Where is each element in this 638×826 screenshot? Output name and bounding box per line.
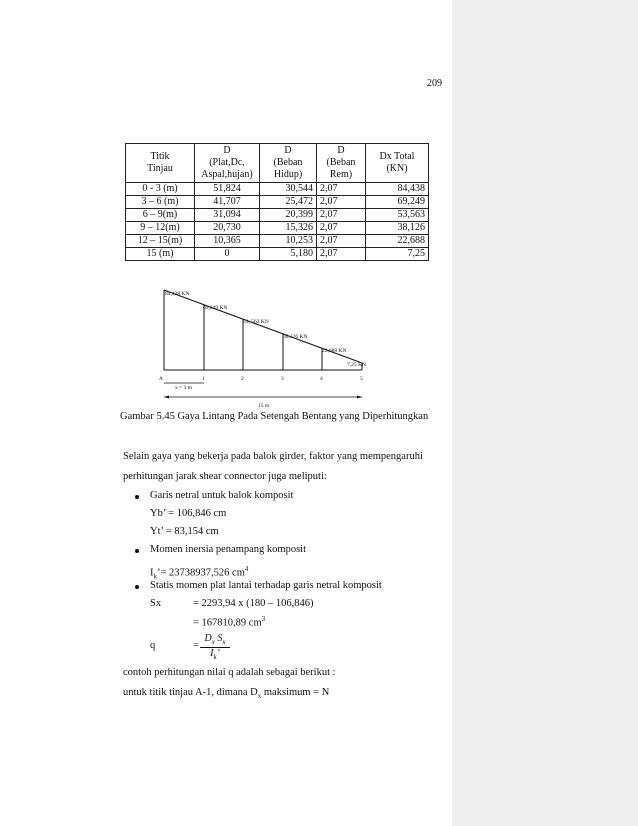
cell-rem: 2,07 (317, 209, 366, 222)
table-row (126, 196, 429, 209)
formula-q-fraction (200, 633, 230, 661)
cell-total: 7,25 (366, 248, 429, 261)
cell-hidup: 30,544 (260, 183, 317, 196)
cell-rem: 2,07 (317, 222, 366, 235)
point-label-5: 5 (360, 376, 363, 382)
table-row (126, 183, 429, 196)
span-length-label: 15 m (258, 403, 270, 409)
cell-plat: 10,365 (195, 235, 260, 248)
cell-plat: 31,094 (195, 209, 260, 222)
span-arrow-left (164, 396, 169, 399)
paragraph-contoh: contoh perhitungan nilai q adalah sebagai berikut : (123, 667, 336, 678)
formula-yt: Yt’ = 83,154 cm (150, 526, 219, 537)
label-value-5: 7,25 KN (347, 362, 366, 368)
header-d-beban-hidup: D (Beban Hidup) (260, 144, 317, 183)
table-row (126, 222, 429, 235)
formula-ik: $I_k’= 23738937,526$ $cm^4$ (150, 565, 249, 581)
cell-titik: 15 (m) (126, 248, 195, 261)
formula-sx-eq2: = 167810,89 $cm^3$ (193, 615, 266, 629)
cell-plat: 51,824 (195, 183, 260, 196)
header-dx-total: Dx Total (KN) (366, 144, 429, 183)
cell-plat: 20,730 (195, 222, 260, 235)
cell-titik: 0 - 3 (m) (126, 183, 195, 196)
cell-total: 53,563 (366, 209, 429, 222)
comment-pane (452, 0, 638, 826)
cell-titik: 3 – 6 (m) (126, 196, 195, 209)
shear-force-table-container (125, 143, 429, 261)
cell-total: 84,438 (366, 183, 429, 196)
label-value-4: 22,688 KN (322, 348, 347, 354)
cell-rem: 2,07 (317, 248, 366, 261)
formula-q-label: q (150, 640, 156, 651)
cell-total: 38,126 (366, 222, 429, 235)
cell-titik: 9 – 12(m) (126, 222, 195, 235)
span-arrow-right (357, 396, 362, 399)
formula-yb: Yb’ = 106,846 cm (150, 508, 227, 519)
paragraph-line-2: perhitungan jarak shear connector juga meliputi: (123, 471, 327, 482)
label-value-2: 53, 563 KN (243, 319, 269, 325)
label-value-1: 69,249 KN (203, 305, 228, 311)
point-label-3: 3 (281, 376, 284, 382)
header-d-beban-rem: D (Beban Rem) (317, 144, 366, 183)
cell-total: 22,688 (366, 235, 429, 248)
point-label-2: 2 (241, 376, 244, 382)
formula-sx-label: Sx (150, 598, 162, 609)
segment-length-label: x = 3 m (175, 385, 193, 391)
table-row (126, 235, 429, 248)
cell-hidup: 5,180 (260, 248, 317, 261)
cell-plat: 0 (195, 248, 260, 261)
table-row (126, 248, 429, 261)
label-value-3: 38,126 KN (283, 334, 308, 340)
cell-plat: 41,707 (195, 196, 260, 209)
point-label-4: 4 (320, 376, 323, 382)
cell-hidup: 10,253 (260, 235, 317, 248)
formula-sx-eq1: = 2293,94 x (180 – 106,846) (193, 598, 314, 609)
point-label-1: 1 (202, 376, 205, 382)
header-d-plat: D (Plat,Dc, Aspal,hujan) (195, 144, 260, 183)
cell-rem: 2,07 (317, 196, 366, 209)
cell-rem: 2,07 (317, 183, 366, 196)
cell-titik: 6 – 9(m) (126, 209, 195, 222)
cell-hidup: 20,399 (260, 209, 317, 222)
cell-hidup: 25,472 (260, 196, 317, 209)
bullet-momen-inersia: Momen inersia penampang komposit (150, 544, 307, 555)
fraction-denominator: $I_k$’ (210, 648, 220, 661)
point-label-a: A (159, 376, 163, 382)
formula-q-equals: = (193, 640, 199, 651)
header-titik-tinjau: Titik Tinjau (126, 144, 195, 183)
label-value-0: 84,438 KN (165, 291, 190, 297)
cell-hidup: 15,326 (260, 222, 317, 235)
bullet-garis-netral: Garis netral untuk balok komposit (150, 490, 294, 501)
cell-total: 69,249 (366, 196, 429, 209)
page-number: 209 (427, 78, 442, 89)
table-header-row (126, 144, 429, 183)
shear-force-diagram (150, 285, 380, 410)
cell-rem: 2,07 (317, 235, 366, 248)
figure-caption: Gambar 5.45 Gaya Lintang Pada Setengah Bentang yang Diperhitungkan (120, 411, 429, 422)
bullet-marker-2 (135, 549, 139, 553)
bullet-marker-3 (135, 585, 139, 589)
shear-force-table (125, 143, 429, 261)
cell-titik: 12 – 15(m) (126, 235, 195, 248)
bullet-statis-momen: Statis momen plat lantai terhadap garis netral komposit (150, 580, 382, 591)
paragraph-line-1: Selain gaya yang bekerja pada balok girder, faktor yang mempengaruhi (123, 451, 423, 462)
paragraph-untuk-titik: untuk titik tinjau A-1, dimana $D_x$ maksimum = N (123, 687, 330, 701)
fraction-numerator: $D_x$ $S_x$ (200, 633, 230, 648)
bullet-marker-1 (135, 495, 139, 499)
table-row (126, 209, 429, 222)
